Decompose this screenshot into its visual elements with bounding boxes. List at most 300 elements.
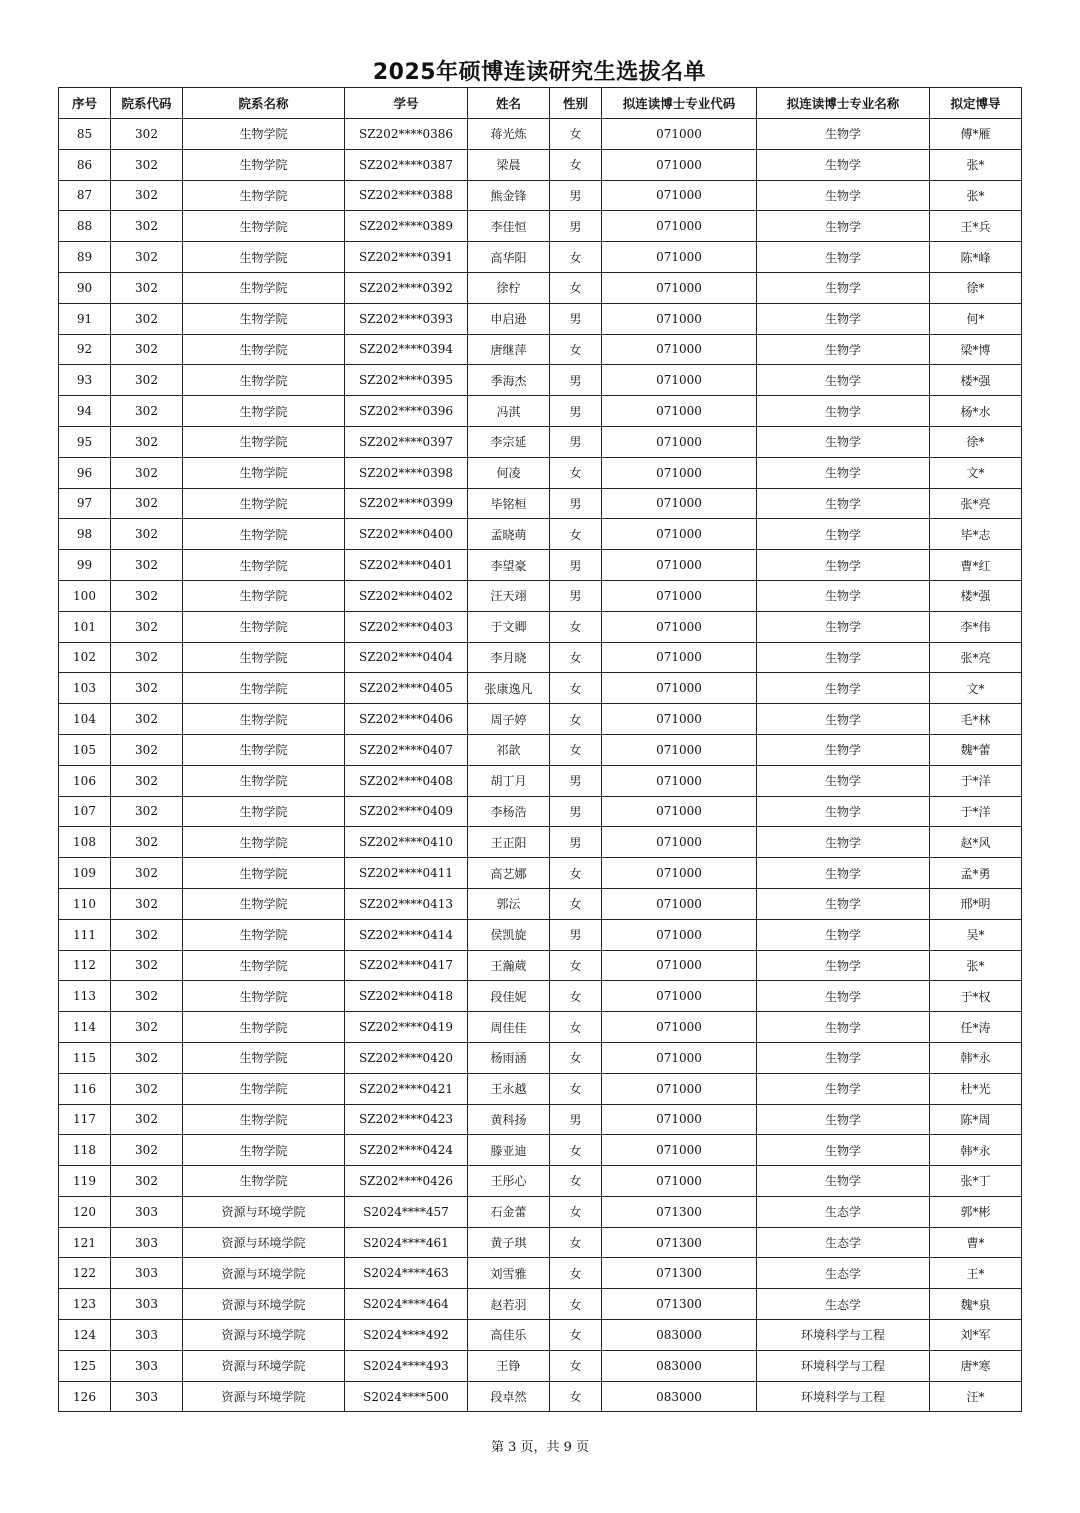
- cell-name: 汪天翊: [468, 580, 550, 611]
- cell-major-code: 071000: [602, 734, 757, 765]
- cell-major-code: 071000: [602, 365, 757, 396]
- cell-major-name: 生物学: [757, 1135, 930, 1166]
- cell-index: 114: [59, 1012, 111, 1043]
- cell-dept-code: 302: [111, 303, 183, 334]
- cell-major-name: 生物学: [757, 1166, 930, 1197]
- page-footer: 第 3 页，共 9 页: [490, 1440, 590, 1455]
- cell-name: 王正阳: [468, 827, 550, 858]
- cell-dept-name: 生物学院: [183, 1104, 345, 1135]
- cell-name: 王永越: [468, 1073, 550, 1104]
- cell-major-name: 生物学: [757, 550, 930, 581]
- cell-advisor: 于*洋: [930, 765, 1022, 796]
- cell-student-id: SZ202****0405: [345, 673, 468, 704]
- cell-major-code: 071000: [602, 519, 757, 550]
- cell-name: 李佳恒: [468, 211, 550, 242]
- table-row: [59, 1104, 1022, 1135]
- cell-advisor: 魏*泉: [930, 1289, 1022, 1320]
- cell-index: 115: [59, 1042, 111, 1073]
- cell-major-name: 生物学: [757, 1073, 930, 1104]
- cell-dept-name: 资源与环境学院: [183, 1320, 345, 1351]
- cell-dept-name: 生物学院: [183, 1042, 345, 1073]
- cell-advisor: 韩*永: [930, 1042, 1022, 1073]
- cell-dept-name: 生物学院: [183, 981, 345, 1012]
- cell-advisor: 唐*寒: [930, 1350, 1022, 1381]
- cell-gender: 女: [550, 981, 602, 1012]
- table-row: [59, 303, 1022, 334]
- cell-major-name: 生物学: [757, 858, 930, 889]
- cell-index: 93: [59, 365, 111, 396]
- cell-advisor: 李*伟: [930, 611, 1022, 642]
- cell-major-name: 生态学: [757, 1196, 930, 1227]
- cell-name: 张康逸凡: [468, 673, 550, 704]
- cell-student-id: SZ202****0392: [345, 272, 468, 303]
- cell-name: 王瀚葳: [468, 950, 550, 981]
- cell-major-name: 生物学: [757, 303, 930, 334]
- cell-major-name: 生物学: [757, 888, 930, 919]
- cell-name: 刘雪雅: [468, 1258, 550, 1289]
- cell-student-id: SZ202****0399: [345, 488, 468, 519]
- cell-dept-name: 生物学院: [183, 888, 345, 919]
- cell-dept-code: 302: [111, 580, 183, 611]
- cell-major-name: 生物学: [757, 796, 930, 827]
- cell-index: 103: [59, 673, 111, 704]
- cell-student-id: SZ202****0420: [345, 1042, 468, 1073]
- table-row: [59, 1166, 1022, 1197]
- col-header-major-code: 拟连读博士专业代码: [602, 88, 757, 119]
- cell-index: 123: [59, 1289, 111, 1320]
- cell-dept-code: 302: [111, 734, 183, 765]
- student-table: [58, 87, 1022, 1412]
- cell-gender: 女: [550, 734, 602, 765]
- cell-major-name: 生物学: [757, 1104, 930, 1135]
- cell-student-id: SZ202****0414: [345, 919, 468, 950]
- cell-advisor: 邢*明: [930, 888, 1022, 919]
- cell-advisor: 何*: [930, 303, 1022, 334]
- cell-student-id: SZ202****0417: [345, 950, 468, 981]
- cell-index: 102: [59, 642, 111, 673]
- cell-gender: 女: [550, 334, 602, 365]
- cell-student-id: S2024****493: [345, 1350, 468, 1381]
- cell-student-id: SZ202****0388: [345, 180, 468, 211]
- cell-student-id: SZ202****0402: [345, 580, 468, 611]
- cell-index: 91: [59, 303, 111, 334]
- cell-gender: 男: [550, 303, 602, 334]
- cell-dept-name: 生物学院: [183, 734, 345, 765]
- cell-dept-name: 生物学院: [183, 919, 345, 950]
- cell-name: 何凌: [468, 457, 550, 488]
- cell-name: 梁晨: [468, 149, 550, 180]
- cell-student-id: SZ202****0408: [345, 765, 468, 796]
- cell-dept-code: 302: [111, 149, 183, 180]
- cell-dept-code: 303: [111, 1381, 183, 1412]
- cell-dept-name: 资源与环境学院: [183, 1258, 345, 1289]
- cell-dept-code: 302: [111, 396, 183, 427]
- cell-student-id: SZ202****0386: [345, 119, 468, 150]
- cell-major-name: 生态学: [757, 1227, 930, 1258]
- cell-dept-name: 生物学院: [183, 796, 345, 827]
- cell-student-id: SZ202****0401: [345, 550, 468, 581]
- table-row: [59, 1381, 1022, 1412]
- cell-index: 122: [59, 1258, 111, 1289]
- cell-major-code: 071000: [602, 919, 757, 950]
- table-row: [59, 611, 1022, 642]
- cell-major-name: 生物学: [757, 519, 930, 550]
- cell-gender: 女: [550, 1381, 602, 1412]
- table-row: [59, 519, 1022, 550]
- cell-index: 104: [59, 704, 111, 735]
- cell-advisor: 傅*雁: [930, 119, 1022, 150]
- cell-name: 高艺娜: [468, 858, 550, 889]
- cell-dept-code: 302: [111, 365, 183, 396]
- cell-name: 蒋光炼: [468, 119, 550, 150]
- cell-dept-code: 302: [111, 119, 183, 150]
- cell-index: 118: [59, 1135, 111, 1166]
- cell-gender: 男: [550, 796, 602, 827]
- cell-dept-name: 资源与环境学院: [183, 1350, 345, 1381]
- cell-major-code: 083000: [602, 1350, 757, 1381]
- cell-dept-name: 生物学院: [183, 704, 345, 735]
- cell-student-id: SZ202****0421: [345, 1073, 468, 1104]
- cell-index: 111: [59, 919, 111, 950]
- cell-dept-code: 302: [111, 426, 183, 457]
- cell-major-code: 071000: [602, 272, 757, 303]
- cell-dept-code: 302: [111, 796, 183, 827]
- cell-name: 滕亚迪: [468, 1135, 550, 1166]
- table-row: [59, 827, 1022, 858]
- cell-gender: 女: [550, 1350, 602, 1381]
- cell-advisor: 徐*: [930, 272, 1022, 303]
- cell-index: 95: [59, 426, 111, 457]
- cell-index: 113: [59, 981, 111, 1012]
- cell-dept-code: 303: [111, 1196, 183, 1227]
- table-row: [59, 488, 1022, 519]
- cell-student-id: S2024****457: [345, 1196, 468, 1227]
- cell-advisor: 曹*: [930, 1227, 1022, 1258]
- cell-index: 94: [59, 396, 111, 427]
- cell-major-code: 071000: [602, 119, 757, 150]
- cell-dept-name: 生物学院: [183, 149, 345, 180]
- cell-name: 黄科扬: [468, 1104, 550, 1135]
- cell-dept-code: 303: [111, 1289, 183, 1320]
- cell-gender: 男: [550, 827, 602, 858]
- cell-name: 李望豪: [468, 550, 550, 581]
- table-row: [59, 365, 1022, 396]
- cell-major-code: 071000: [602, 1042, 757, 1073]
- cell-dept-code: 302: [111, 1166, 183, 1197]
- cell-dept-code: 302: [111, 488, 183, 519]
- cell-advisor: 文*: [930, 673, 1022, 704]
- col-header-student-id: 学号: [345, 88, 468, 119]
- cell-advisor: 陈*周: [930, 1104, 1022, 1135]
- cell-major-name: 生物学: [757, 611, 930, 642]
- cell-advisor: 张*亮: [930, 488, 1022, 519]
- cell-name: 冯淇: [468, 396, 550, 427]
- cell-dept-name: 生物学院: [183, 1073, 345, 1104]
- cell-index: 97: [59, 488, 111, 519]
- cell-dept-code: 302: [111, 211, 183, 242]
- table-row: [59, 1196, 1022, 1227]
- cell-name: 郭沄: [468, 888, 550, 919]
- cell-dept-name: 生物学院: [183, 396, 345, 427]
- cell-gender: 男: [550, 765, 602, 796]
- cell-dept-name: 生物学院: [183, 765, 345, 796]
- cell-dept-code: 302: [111, 334, 183, 365]
- cell-dept-code: 303: [111, 1258, 183, 1289]
- cell-major-name: 生物学: [757, 334, 930, 365]
- cell-index: 125: [59, 1350, 111, 1381]
- cell-student-id: SZ202****0424: [345, 1135, 468, 1166]
- cell-student-id: SZ202****0419: [345, 1012, 468, 1043]
- cell-dept-code: 302: [111, 1042, 183, 1073]
- cell-dept-name: 生物学院: [183, 858, 345, 889]
- cell-dept-name: 生物学院: [183, 426, 345, 457]
- cell-dept-name: 生物学院: [183, 242, 345, 273]
- col-header-dept-code: 院系代码: [111, 88, 183, 119]
- cell-major-code: 071300: [602, 1196, 757, 1227]
- cell-dept-name: 资源与环境学院: [183, 1381, 345, 1412]
- cell-major-code: 071000: [602, 488, 757, 519]
- cell-major-name: 生物学: [757, 919, 930, 950]
- cell-dept-name: 生物学院: [183, 272, 345, 303]
- table-row: [59, 888, 1022, 919]
- cell-index: 90: [59, 272, 111, 303]
- cell-dept-name: 生物学院: [183, 950, 345, 981]
- cell-name: 李杨浩: [468, 796, 550, 827]
- cell-student-id: SZ202****0411: [345, 858, 468, 889]
- cell-name: 祁歆: [468, 734, 550, 765]
- cell-major-name: 生物学: [757, 426, 930, 457]
- cell-index: 88: [59, 211, 111, 242]
- cell-major-name: 生物学: [757, 119, 930, 150]
- cell-name: 孟晓萌: [468, 519, 550, 550]
- cell-major-name: 生物学: [757, 488, 930, 519]
- cell-major-code: 083000: [602, 1381, 757, 1412]
- cell-index: 87: [59, 180, 111, 211]
- table-row: [59, 1227, 1022, 1258]
- cell-major-name: 生态学: [757, 1289, 930, 1320]
- cell-student-id: SZ202****0406: [345, 704, 468, 735]
- cell-dept-name: 生物学院: [183, 611, 345, 642]
- cell-major-code: 071000: [602, 1166, 757, 1197]
- cell-dept-code: 302: [111, 981, 183, 1012]
- cell-gender: 女: [550, 611, 602, 642]
- cell-gender: 男: [550, 580, 602, 611]
- cell-major-code: 071000: [602, 858, 757, 889]
- cell-dept-name: 生物学院: [183, 457, 345, 488]
- cell-major-name: 生物学: [757, 827, 930, 858]
- table-row: [59, 334, 1022, 365]
- col-header-gender: 性别: [550, 88, 602, 119]
- cell-name: 高佳乐: [468, 1320, 550, 1351]
- cell-dept-name: 生物学院: [183, 365, 345, 396]
- cell-major-code: 071000: [602, 580, 757, 611]
- cell-major-code: 083000: [602, 1320, 757, 1351]
- cell-major-code: 071300: [602, 1258, 757, 1289]
- cell-major-code: 071000: [602, 827, 757, 858]
- cell-name: 毕铭桓: [468, 488, 550, 519]
- cell-name: 熊金锋: [468, 180, 550, 211]
- cell-index: 109: [59, 858, 111, 889]
- cell-gender: 女: [550, 704, 602, 735]
- cell-index: 100: [59, 580, 111, 611]
- cell-advisor: 陈*峰: [930, 242, 1022, 273]
- cell-gender: 女: [550, 1227, 602, 1258]
- cell-major-code: 071000: [602, 303, 757, 334]
- cell-advisor: 楼*强: [930, 580, 1022, 611]
- cell-student-id: SZ202****0418: [345, 981, 468, 1012]
- cell-index: 89: [59, 242, 111, 273]
- cell-major-name: 生物学: [757, 981, 930, 1012]
- table-row: [59, 119, 1022, 150]
- cell-dept-name: 生物学院: [183, 550, 345, 581]
- col-header-name: 姓名: [468, 88, 550, 119]
- cell-advisor: 张*亮: [930, 642, 1022, 673]
- table-row: [59, 1135, 1022, 1166]
- cell-student-id: SZ202****0387: [345, 149, 468, 180]
- table-row: [59, 580, 1022, 611]
- cell-dept-name: 生物学院: [183, 673, 345, 704]
- table-row: [59, 211, 1022, 242]
- cell-name: 周子婷: [468, 704, 550, 735]
- table-row: [59, 396, 1022, 427]
- cell-index: 124: [59, 1320, 111, 1351]
- table-row: [59, 981, 1022, 1012]
- cell-major-name: 生物学: [757, 642, 930, 673]
- cell-major-name: 生物学: [757, 950, 930, 981]
- cell-major-code: 071000: [602, 1135, 757, 1166]
- cell-gender: 女: [550, 1012, 602, 1043]
- cell-advisor: 于*洋: [930, 796, 1022, 827]
- table-row: [59, 765, 1022, 796]
- cell-dept-code: 302: [111, 1104, 183, 1135]
- cell-advisor: 赵*风: [930, 827, 1022, 858]
- cell-index: 101: [59, 611, 111, 642]
- cell-dept-code: 302: [111, 673, 183, 704]
- cell-index: 106: [59, 765, 111, 796]
- cell-major-code: 071000: [602, 334, 757, 365]
- cell-name: 唐继萍: [468, 334, 550, 365]
- cell-name: 申启逊: [468, 303, 550, 334]
- cell-major-name: 生物学: [757, 272, 930, 303]
- cell-advisor: 梁*博: [930, 334, 1022, 365]
- cell-student-id: SZ202****0410: [345, 827, 468, 858]
- cell-dept-code: 302: [111, 1012, 183, 1043]
- cell-gender: 女: [550, 1258, 602, 1289]
- cell-major-code: 071000: [602, 180, 757, 211]
- cell-dept-name: 生物学院: [183, 519, 345, 550]
- cell-dept-code: 302: [111, 242, 183, 273]
- cell-advisor: 韩*永: [930, 1135, 1022, 1166]
- table-row: [59, 642, 1022, 673]
- cell-name: 杨雨涵: [468, 1042, 550, 1073]
- cell-student-id: S2024****461: [345, 1227, 468, 1258]
- table-row: [59, 950, 1022, 981]
- cell-name: 李月晓: [468, 642, 550, 673]
- cell-dept-name: 生物学院: [183, 180, 345, 211]
- cell-dept-code: 303: [111, 1227, 183, 1258]
- cell-gender: 女: [550, 673, 602, 704]
- page-title: 2025年硕博连读研究生选拔名单: [372, 60, 707, 85]
- cell-student-id: SZ202****0413: [345, 888, 468, 919]
- cell-dept-name: 资源与环境学院: [183, 1227, 345, 1258]
- cell-major-code: 071300: [602, 1289, 757, 1320]
- cell-dept-code: 302: [111, 642, 183, 673]
- cell-advisor: 张*丁: [930, 1166, 1022, 1197]
- table-row: [59, 149, 1022, 180]
- cell-index: 92: [59, 334, 111, 365]
- table-row: [59, 1012, 1022, 1043]
- cell-advisor: 杨*水: [930, 396, 1022, 427]
- cell-index: 121: [59, 1227, 111, 1258]
- cell-index: 98: [59, 519, 111, 550]
- cell-major-code: 071000: [602, 642, 757, 673]
- cell-major-code: 071000: [602, 1012, 757, 1043]
- cell-advisor: 郭*彬: [930, 1196, 1022, 1227]
- cell-dept-name: 生物学院: [183, 211, 345, 242]
- cell-student-id: SZ202****0404: [345, 642, 468, 673]
- cell-advisor: 张*: [930, 149, 1022, 180]
- cell-index: 120: [59, 1196, 111, 1227]
- table-row: [59, 734, 1022, 765]
- cell-gender: 女: [550, 1073, 602, 1104]
- cell-dept-code: 302: [111, 704, 183, 735]
- cell-student-id: SZ202****0403: [345, 611, 468, 642]
- cell-major-name: 生物学: [757, 1042, 930, 1073]
- cell-dept-code: 302: [111, 888, 183, 919]
- cell-major-code: 071000: [602, 888, 757, 919]
- table-row: [59, 858, 1022, 889]
- cell-name: 周佳佳: [468, 1012, 550, 1043]
- cell-gender: 女: [550, 457, 602, 488]
- cell-major-code: 071000: [602, 396, 757, 427]
- cell-name: 石金蕾: [468, 1196, 550, 1227]
- cell-dept-code: 302: [111, 827, 183, 858]
- cell-name: 段佳妮: [468, 981, 550, 1012]
- cell-dept-code: 302: [111, 765, 183, 796]
- cell-dept-code: 302: [111, 858, 183, 889]
- table-row: [59, 457, 1022, 488]
- table-row: [59, 1320, 1022, 1351]
- cell-advisor: 王*兵: [930, 211, 1022, 242]
- cell-major-code: 071000: [602, 457, 757, 488]
- cell-gender: 女: [550, 1042, 602, 1073]
- cell-gender: 女: [550, 950, 602, 981]
- cell-name: 于文卿: [468, 611, 550, 642]
- table-row: [59, 1289, 1022, 1320]
- cell-major-name: 生物学: [757, 734, 930, 765]
- cell-dept-code: 302: [111, 550, 183, 581]
- cell-advisor: 王*: [930, 1258, 1022, 1289]
- cell-student-id: SZ202****0391: [345, 242, 468, 273]
- cell-index: 119: [59, 1166, 111, 1197]
- table-row: [59, 796, 1022, 827]
- cell-name: 高华阳: [468, 242, 550, 273]
- cell-advisor: 徐*: [930, 426, 1022, 457]
- cell-dept-name: 生物学院: [183, 1166, 345, 1197]
- cell-major-name: 生物学: [757, 242, 930, 273]
- cell-student-id: SZ202****0397: [345, 426, 468, 457]
- cell-gender: 女: [550, 1196, 602, 1227]
- cell-major-name: 环境科学与工程: [757, 1320, 930, 1351]
- cell-major-name: 生物学: [757, 1012, 930, 1043]
- cell-index: 116: [59, 1073, 111, 1104]
- cell-name: 季海杰: [468, 365, 550, 396]
- cell-name: 王彤心: [468, 1166, 550, 1197]
- cell-gender: 女: [550, 1289, 602, 1320]
- cell-major-name: 生物学: [757, 180, 930, 211]
- cell-index: 110: [59, 888, 111, 919]
- cell-major-name: 生物学: [757, 673, 930, 704]
